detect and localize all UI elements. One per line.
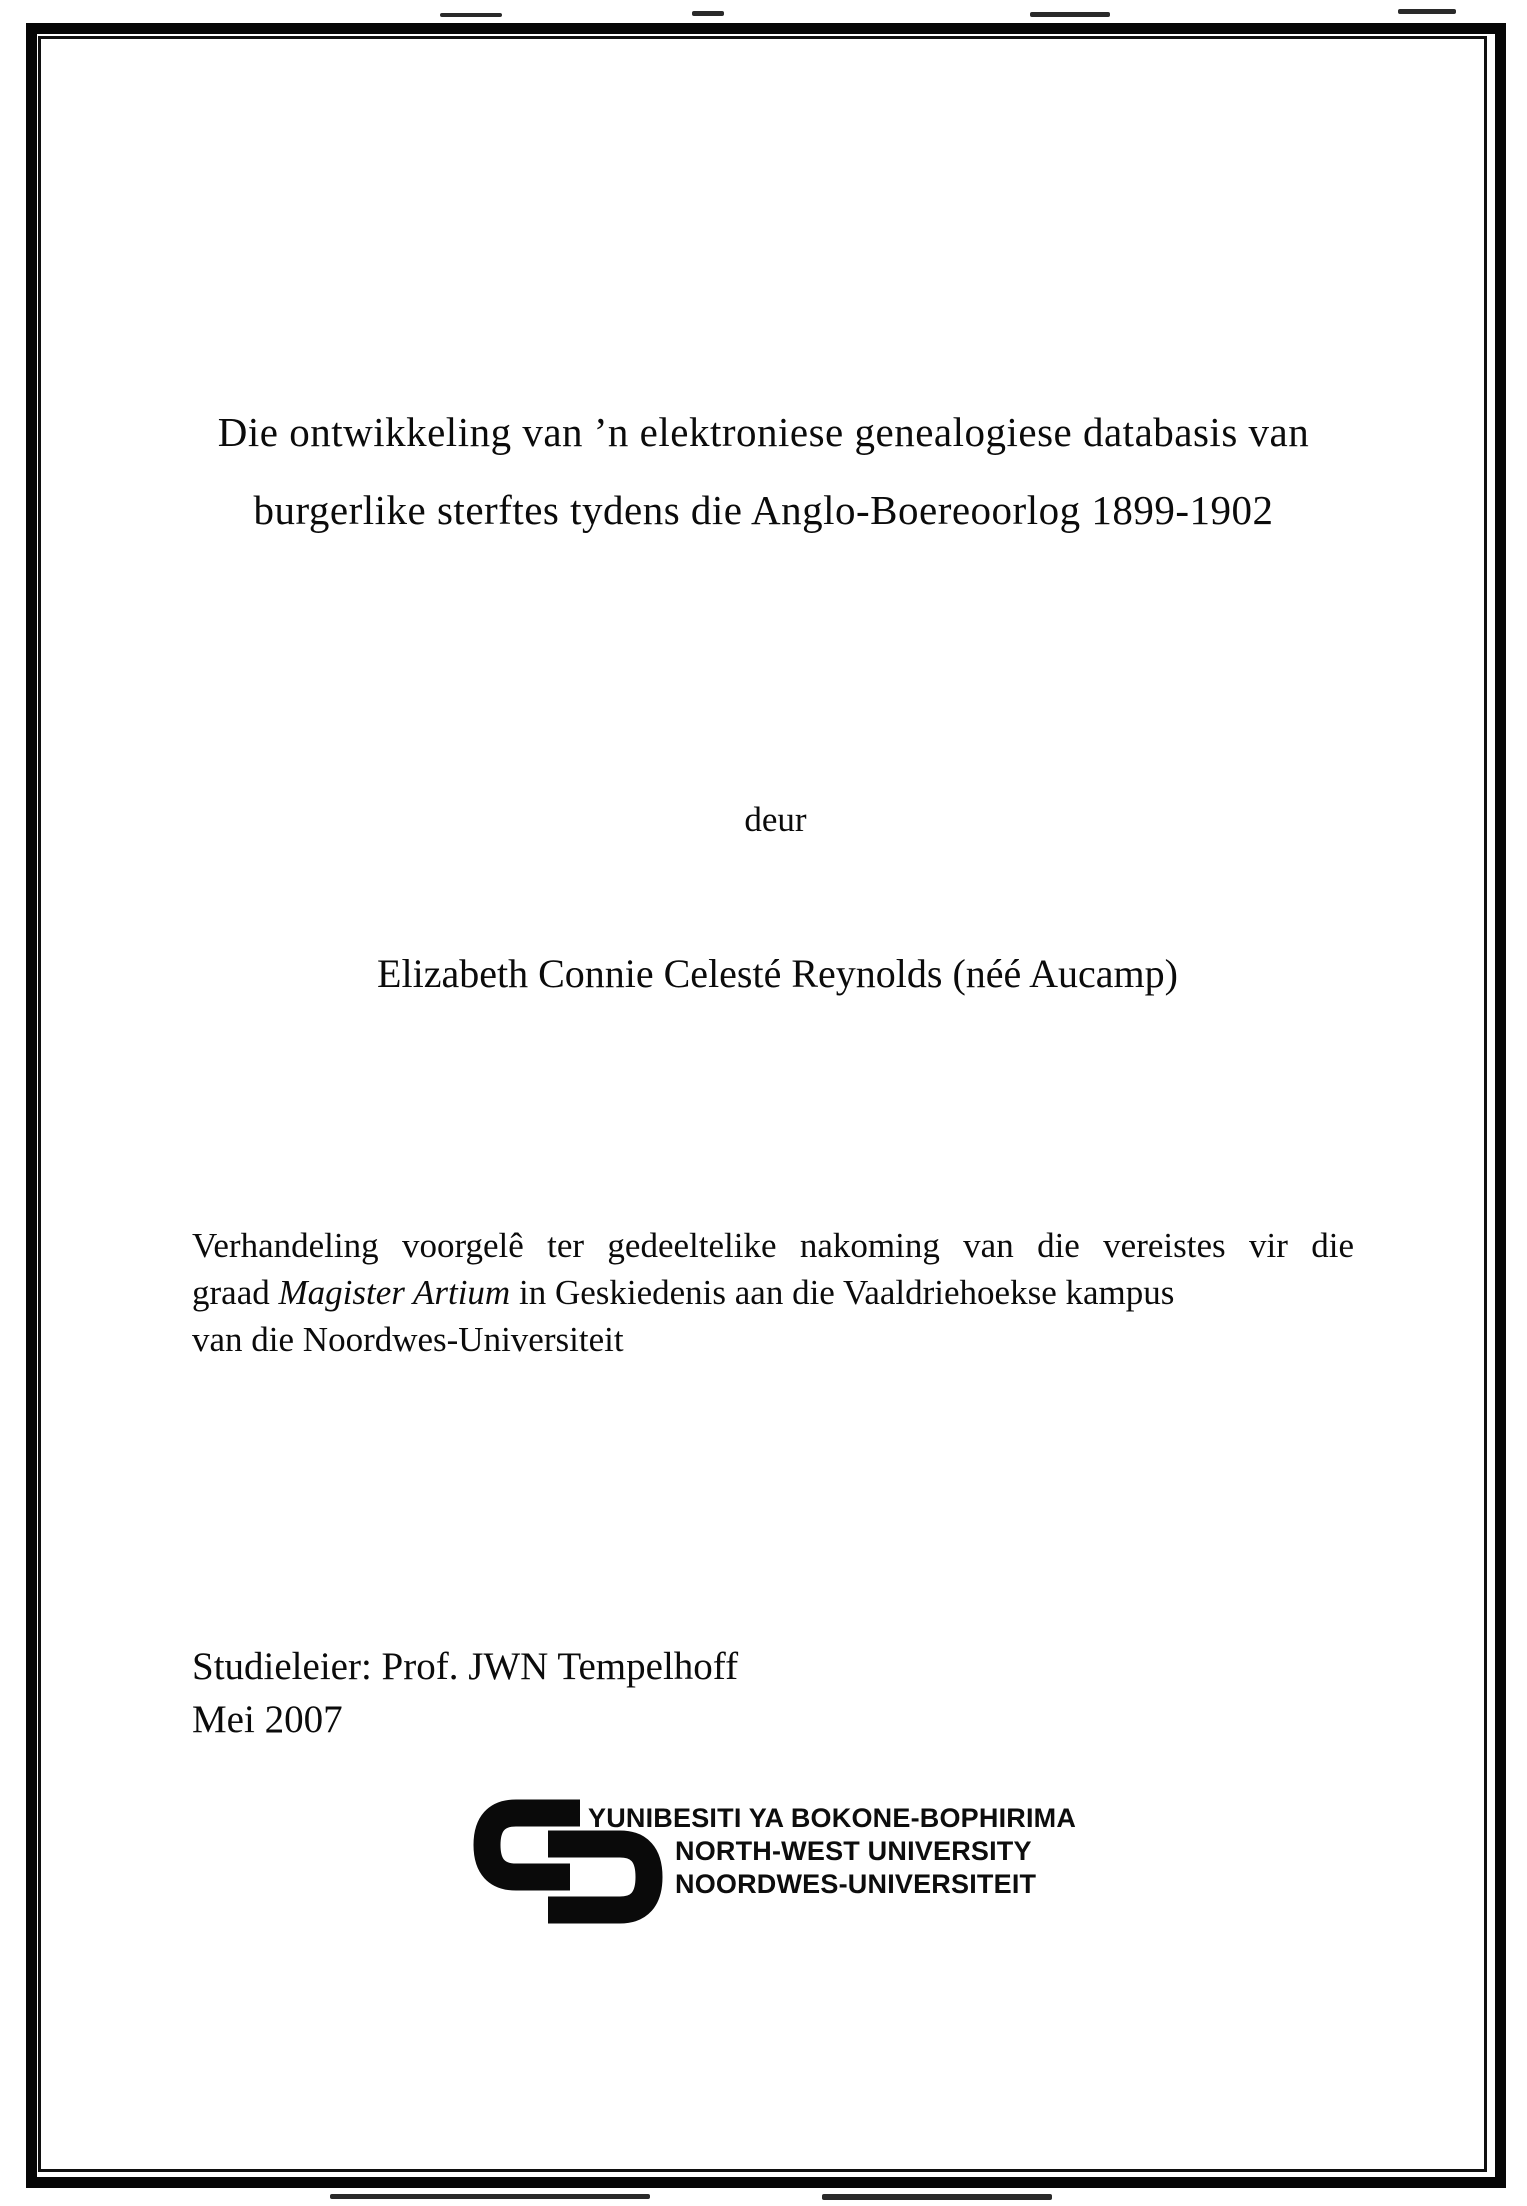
- thesis-title: [90, 393, 1437, 549]
- logo-line-setswana: YUNIBESITI YA BOKONE-BOPHIRIMA: [588, 1803, 1077, 1833]
- scan-artifact-mark: [330, 2194, 650, 2199]
- author-name: Elizabeth Connie Celesté Reynolds (néé Aucamp): [377, 951, 1178, 996]
- supervisor-block: [192, 1640, 738, 1746]
- degree-statement-line2-suffix: in Geskiedenis aan die Vaaldriehoekse kampus: [510, 1273, 1175, 1312]
- university-logo-wordmark: [588, 1802, 1076, 1901]
- scan-artifact-mark: [692, 11, 724, 16]
- degree-statement-line2: [192, 1269, 1354, 1316]
- degree-statement-line2-prefix: graad: [192, 1273, 279, 1312]
- thesis-title-line1: Die ontwikkeling van ’n elektroniese genealogiese databasis van: [217, 409, 1310, 455]
- byline-deur: deur: [744, 800, 807, 839]
- scan-artifact-mark: [1030, 12, 1110, 17]
- logo-line-afrikaans: NOORDWES-UNIVERSITEIT: [675, 1869, 1037, 1899]
- scan-artifact-mark: [440, 13, 502, 17]
- supervisor-line: Studieleier: Prof. JWN Tempelhoff: [192, 1645, 739, 1688]
- degree-statement-line3: van die Noordwes-Universiteit: [192, 1320, 624, 1359]
- degree-statement-line1: Verhandeling voorgelê ter gedeeltelike nakoming van die vereistes vir die: [192, 1226, 1354, 1265]
- degree-statement: [192, 1222, 1354, 1363]
- thesis-title-line2: burgerlike sterftes tydens die Anglo-Boereoorlog 1899-1902: [253, 487, 1274, 533]
- university-logo: [472, 1796, 1132, 1936]
- logo-line-english: NORTH-WEST UNIVERSITY: [675, 1836, 1032, 1866]
- degree-name-italic: Magister Artium: [278, 1273, 511, 1312]
- scan-artifact-mark: [822, 2194, 1052, 2200]
- date-line: Mei 2007: [192, 1698, 343, 1741]
- scan-artifact-mark: [1398, 9, 1456, 14]
